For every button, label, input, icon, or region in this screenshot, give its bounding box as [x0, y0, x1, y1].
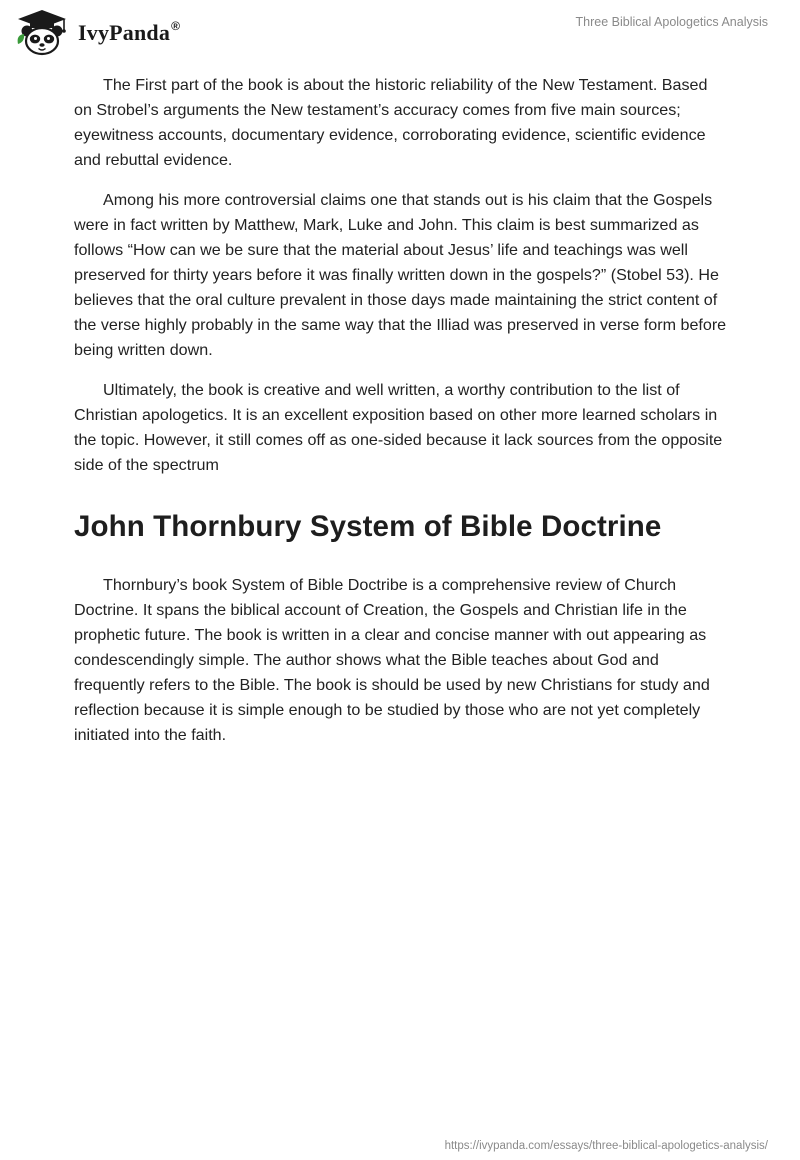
essay-body	[74, 73, 728, 763]
ivypanda-logo[interactable]	[14, 8, 180, 56]
paragraph: Thornbury’s book System of Bible Doctribe is a comprehensive review of Church Doctrine. It spans the biblical account of Creation, the Gospels and Christian life in the prophetic future. The book is written in a clear and concise manner with out appearing as condescendingly simple. The author shows what the Bible teaches about God and frequently refers to the Bible. The book is should be used by new Christians for study and reflection because it is simple enough to be studied by those who are not yet completely initiated into the faith.	[74, 576, 710, 744]
brand-name-text: IvyPanda	[78, 20, 171, 45]
registered-mark: ®	[171, 18, 181, 33]
page-header	[0, 0, 800, 70]
document-title: Three Biblical Apologetics Analysis	[575, 15, 768, 29]
source-url[interactable]: https://ivypanda.com/essays/three-biblical-apologetics-analysis/	[444, 1140, 768, 1152]
brand-name	[78, 20, 180, 46]
paragraph: Ultimately, the book is creative and well written, a worthy contribution to the list of Christian apologetics. It is an excellent exposition based on other more learned scholars in the topic. However, it still comes off as one-sided because it lack sources from the opposite side of the spectrum	[74, 381, 723, 474]
panda-graduation-cap-icon	[14, 8, 70, 56]
paragraph: Among his more controversial claims one that stands out is his claim that the Gospels were in fact written by Matthew, Mark, Luke and John. This claim is best summarized as follows “How can we be sure that the material about Jesus’ life and teachings was well preserved for thirty years before it was finally written down in the gospels?” (Stobel 53). He believes that the oral culture prevalent in those days made maintaining the strict content of the verse highly probably in the same way that the Illiad was preserved in verse form before being written down.	[74, 191, 727, 359]
paragraph: The First part of the book is about the historic reliability of the New Testament. Based on Strobel’s arguments the New testament’s accuracy comes from five main sources; eyewitness accounts, documentary evidence, corroborating evidence, scientific evidence and rebuttal evidence.	[74, 76, 708, 169]
section-heading: John Thornbury System of Bible Doctrine	[74, 510, 662, 543]
